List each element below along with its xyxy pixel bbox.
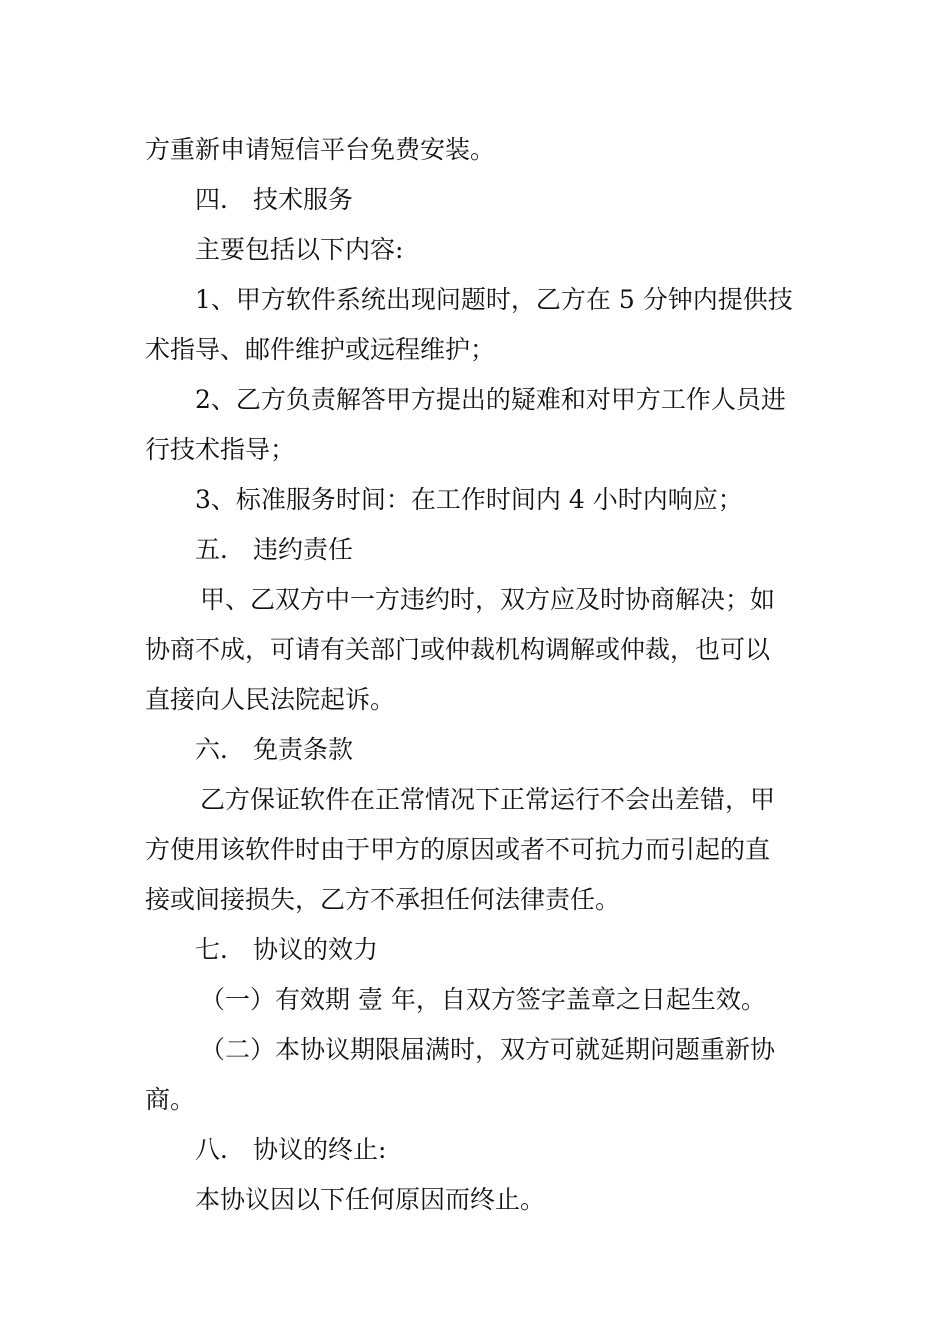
text-line-disclaimer-2: 方使用该软件时由于甲方的原因或者不可抗力而引起的直 <box>145 835 771 864</box>
text-line-validity-2-cont: 商。 <box>145 1085 196 1114</box>
section-heading-technical-service: 四． 技术服务 <box>195 185 353 214</box>
section-heading-breach-liability: 五． 违约责任 <box>195 535 353 564</box>
text-line-validity-2: （二）本协议期限届满时，双方可就延期问题重新协 <box>200 1035 776 1064</box>
text-line-item-1: 1、甲方软件系统出现问题时，乙方在 5 分钟内提供技 <box>195 285 793 314</box>
text-line-breach-1: 甲、乙双方中一方违约时，双方应及时协商解决；如 <box>200 585 776 614</box>
text-line-termination: 本协议因以下任何原因而终止。 <box>195 1185 546 1214</box>
text-line-disclaimer-1: 乙方保证软件在正常情况下正常运行不会出差错，甲 <box>200 785 776 814</box>
text-line-breach-2: 协商不成，可请有关部门或仲裁机构调解或仲裁，也可以 <box>145 635 771 664</box>
text-line-validity-1: （一）有效期 壹 年，自双方签字盖章之日起生效。 <box>200 985 766 1014</box>
text-line-item-1-cont: 术指导、邮件维护或远程维护； <box>145 335 496 364</box>
section-heading-validity: 七． 协议的效力 <box>195 935 378 964</box>
section-heading-termination: 八． 协议的终止: <box>195 1135 387 1164</box>
text-line-item-2: 2、乙方负责解答甲方提出的疑难和对甲方工作人员进 <box>195 385 786 414</box>
text-line-disclaimer-3: 接或间接损失，乙方不承担任何法律责任。 <box>145 885 621 914</box>
text-line-item-3: 3、标准服务时间：在工作时间内 4 小时内响应； <box>195 485 743 514</box>
text-line-continuation: 方重新申请短信平台免费安装。 <box>145 135 496 164</box>
section-heading-disclaimer: 六． 免责条款 <box>195 735 353 764</box>
text-line-item-2-cont: 行技术指导； <box>145 435 296 464</box>
text-line-breach-3: 直接向人民法院起诉。 <box>145 685 396 714</box>
text-line-main-contents: 主要包括以下内容: <box>195 235 404 264</box>
